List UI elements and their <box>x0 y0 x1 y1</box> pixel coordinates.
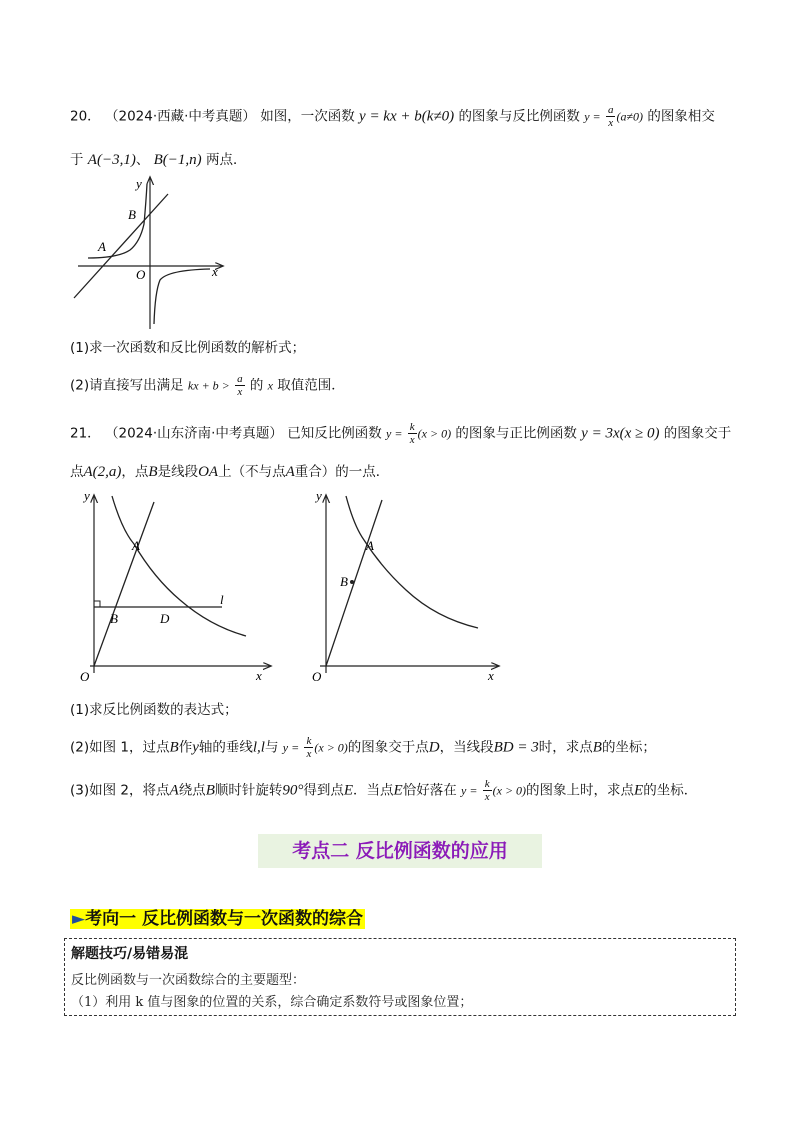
q21-p2-n: B <box>592 739 602 756</box>
q21-text-b: 的图象与正比例函数 <box>455 425 577 442</box>
fig2-point-b-dot <box>350 580 354 584</box>
q20-part2-x: x <box>267 378 273 393</box>
q21-p3-den: x <box>484 791 490 803</box>
section-title: 考点二 反比例函数的应用 <box>258 834 542 868</box>
q21-p3-b: A <box>169 782 179 799</box>
q20-part2 <box>70 373 345 398</box>
q21-number: 21． <box>70 425 101 442</box>
q20-line2-b: 两点． <box>205 152 247 168</box>
fig1-label-x: x <box>256 668 262 683</box>
fig1-label-y: y <box>84 488 90 503</box>
q21-p3-m: 的图象上时，求点 <box>526 782 635 799</box>
q20-label-a: A <box>98 239 106 254</box>
q21-p3-g: 得到点 <box>303 782 344 799</box>
q21-p3-a: (3)如图 2，将点 <box>70 782 170 799</box>
q21-text-c: 的图象交于 <box>663 425 732 442</box>
q21-p3-k: 恰好落在 <box>402 782 457 799</box>
q21-inv-lhs: y = <box>386 426 403 441</box>
q20-sep: 、 <box>135 152 150 168</box>
tips-box <box>64 938 736 1016</box>
q21-prop-cond: (x ≥ 0) <box>619 425 660 442</box>
q21-p2-j: D <box>428 739 440 756</box>
q20-text-c: 的图象相交 <box>647 108 715 125</box>
q21-p2-o: 的坐标； <box>601 739 656 756</box>
q20-linear-graph <box>74 194 168 298</box>
q21-part2 <box>70 735 656 760</box>
q21-point-b-var: B <box>148 464 158 480</box>
q21-p2-den: x <box>306 748 312 760</box>
q21-p2-a: (2)如图 1，过点 <box>70 739 170 756</box>
q21-segment: OA <box>198 464 219 480</box>
q21-inv-num: k <box>409 421 415 433</box>
q21-line2-b: ，点 <box>121 464 149 480</box>
q21-p3-d: B <box>205 782 215 799</box>
q21-inv-den: x <box>409 434 415 446</box>
q21-p2-g: 与 <box>264 739 279 756</box>
q21-p3-f: 90° <box>282 782 304 799</box>
q20-point-b: B(−1,n) <box>153 152 202 168</box>
q20-point-a: A(−3,1) <box>87 152 136 168</box>
q21-text-a: 已知反比例函数 <box>287 425 382 442</box>
q20-text-b: 的图象与反比例函数 <box>458 108 580 125</box>
q21-source: （2024·山东济南·中考真题） <box>104 425 283 442</box>
topic-title: 考向一 反比例函数与一次函数的综合 <box>85 909 363 929</box>
q20-hyperbola-left <box>88 184 147 258</box>
q20-text-a: 如图，一次函数 <box>260 108 355 125</box>
q21-p2-k: ，当线段 <box>439 739 494 756</box>
q21-line2-c: 是线段 <box>157 464 199 480</box>
q21-prop-eq: y = 3x <box>581 425 620 442</box>
q21-p2-e: 轴的垂线 <box>198 739 253 756</box>
q20-inv-num: a <box>607 104 614 116</box>
fig2-hyperbola <box>346 496 478 628</box>
fig1-proportional-graph <box>94 502 154 666</box>
q20-inv-lhs: y = <box>584 109 601 124</box>
fig2-label-o: O <box>312 669 322 684</box>
q21-point-a: A(2,a) <box>83 464 122 480</box>
q21-p2-d: y <box>192 739 199 756</box>
q21-p2-f: l,l <box>252 739 265 756</box>
q20-label-o: O <box>136 267 146 282</box>
q21-part3 <box>70 778 697 803</box>
q21-p2-num: k <box>306 735 312 747</box>
q21-p2-h-lhs: y = <box>282 740 300 755</box>
q21-line2 <box>70 462 389 482</box>
fig2-label-x: x <box>488 668 494 683</box>
q21-line2-a: 点 <box>70 464 84 480</box>
q21-line2-e: 重合）的一点． <box>294 464 390 480</box>
q20-cond-k: (k≠0) <box>421 108 455 125</box>
fig2-label-b: B <box>340 574 348 589</box>
q21-p2-m: 时，求点 <box>538 739 593 756</box>
q20-line1 <box>70 104 715 129</box>
q20-label-y: y <box>136 176 142 191</box>
q20-source: （2024·西藏·中考真题） <box>104 108 256 125</box>
q20-line2 <box>70 150 246 170</box>
q21-inv-cond: (x > 0) <box>417 426 452 441</box>
q21-p2-l: BD = 3 <box>493 739 539 756</box>
q21-p3-j: E <box>393 782 403 799</box>
topic-heading <box>70 906 365 932</box>
q21-p3-h: E <box>343 782 354 799</box>
q21-inv-fraction <box>408 421 417 446</box>
q20-figure <box>70 172 230 332</box>
q21-figure-1 <box>70 488 280 688</box>
q20-hyperbola-right <box>154 269 210 324</box>
q21-figure-2 <box>306 488 506 688</box>
q21-p2-b: B <box>169 739 179 756</box>
q21-p3-fraction <box>483 778 492 803</box>
q20-inv-den: x <box>608 117 614 129</box>
q20-part2-num: a <box>237 373 243 385</box>
q21-p2-cond: (x > 0) <box>314 740 348 755</box>
fig1-label-l: l <box>220 592 224 607</box>
fig1-label-a: A <box>132 538 140 553</box>
q21-p2-c: 作 <box>178 739 193 756</box>
q20-line2-a: 于 <box>70 152 84 168</box>
q21-point-a-var: A <box>285 464 295 480</box>
q21-p3-c: 绕点 <box>178 782 206 799</box>
fig2-label-y: y <box>316 488 322 503</box>
tips-line-2: （1）利用 k 值与图象的位置的关系，综合确定系数符号或图象位置； <box>71 995 473 1010</box>
q20-inv-fraction <box>606 104 616 129</box>
topic-arrow-icon: ► <box>72 909 86 929</box>
q21-p2-fraction <box>304 735 313 760</box>
q21-p3-l-lhs: y = <box>461 783 478 798</box>
q21-p2-i: 的图象交于点 <box>347 739 429 756</box>
fig1-label-b: B <box>110 611 118 626</box>
q21-p3-o: 的坐标． <box>643 782 698 799</box>
q21-line2-d: 上（不与点 <box>218 464 286 480</box>
q21-p3-num: k <box>484 778 490 790</box>
tips-title: 解题技巧/易错易混 <box>71 946 189 962</box>
q20-linear-eq: y = kx + b <box>359 108 422 125</box>
fig1-label-o: O <box>80 669 90 684</box>
q20-label-b: B <box>128 207 136 222</box>
q21-p3-e: 顺时针旋转 <box>214 782 283 799</box>
fig2-label-a: A <box>366 538 374 553</box>
q20-part2-den: x <box>237 386 243 398</box>
fig1-label-d: D <box>160 611 170 626</box>
fig1-hyperbola <box>112 496 246 636</box>
q20-part2-fraction <box>235 373 245 398</box>
q21-p3-cond: (x > 0) <box>492 783 527 798</box>
q20-part1: (1)求一次函数和反比例函数的解析式； <box>70 340 306 356</box>
fig2-proportional-graph <box>326 500 382 666</box>
q20-part2-ineq: kx + b > <box>187 378 230 393</box>
topic-heading-highlight <box>70 909 365 929</box>
q20-part2-b: 的 <box>249 377 264 394</box>
q20-cond-a: (a≠0) <box>616 109 644 124</box>
q20-number: 20． <box>70 108 101 125</box>
q21-p3-n: E <box>634 782 644 799</box>
tips-line-1: 反比例函数与一次函数综合的主要题型： <box>71 973 306 988</box>
q20-part2-a: (2)请直接写出满足 <box>70 377 184 394</box>
q21-p3-i: ．当点 <box>353 782 394 799</box>
q20-label-x: x <box>212 264 218 279</box>
q21-part1: (1)求反比例函数的表达式； <box>70 702 238 718</box>
q20-part2-c: 取值范围． <box>277 377 345 394</box>
q21-line1 <box>70 421 731 446</box>
fig1-right-angle-mark <box>94 601 100 607</box>
